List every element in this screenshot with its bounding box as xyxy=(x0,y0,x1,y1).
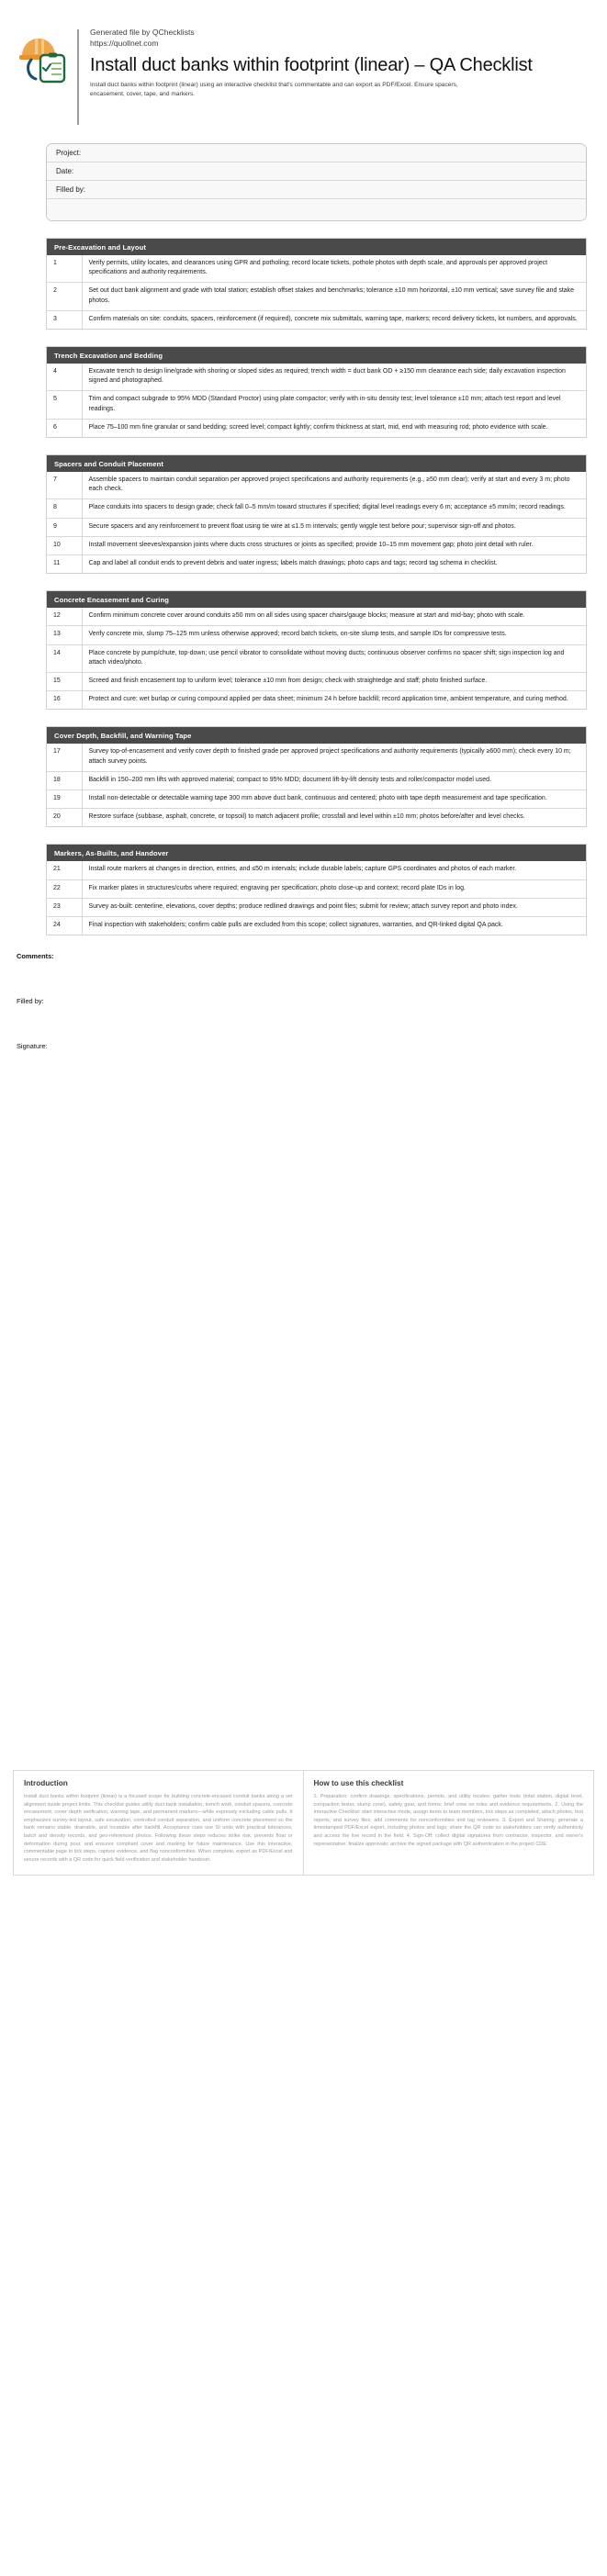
item-text: Screed and finish encasement top to uniform level; tolerance ±10 mm from design; check with straightedge and staff; photo finished surface. xyxy=(82,673,586,691)
checklist-sections xyxy=(0,238,607,935)
item-text: Place 75–100 mm fine granular or sand bedding; screed level; compact lightly; confirm thickness at start, mid, end with measuring rod; photo evidence with scale. xyxy=(82,419,586,437)
generated-by-label: Generated file by QChecklists xyxy=(90,28,195,37)
item-text: Confirm minimum concrete cover around conduits ≥50 mm on all sides using spacer chairs/gauge blocks; measure at start and mid-bay; photo with scale. xyxy=(88,612,525,620)
checklist-section xyxy=(46,238,587,330)
item-number: 15 xyxy=(47,673,82,691)
table-row[interactable] xyxy=(47,673,586,691)
table-row[interactable] xyxy=(47,391,586,419)
item-text: Set out duct bank alignment and grade with total station; establish offset stakes and benchmarks; tolerance ±10 mm horizontal, ±10 mm vertical; save survey file and stake photos. xyxy=(82,283,586,310)
item-text: Assemble spacers to maintain conduit separation per approved project specifications and authority requirements (e.g., ≥50 mm clear); verify at start and every 3 m; photo each check. xyxy=(88,476,570,493)
table-row[interactable] xyxy=(47,644,586,672)
item-text: Protect and cure: wet burlap or curing compound applied per data sheet; minimum 24 h before backfill; record application time, ambient temperature, and curing method. xyxy=(82,691,586,710)
source-url: https://quollnet.com xyxy=(90,38,159,48)
date-field[interactable]: Date: xyxy=(47,162,586,181)
item-number: 1 xyxy=(47,255,82,283)
checklist-table xyxy=(47,608,586,709)
item-number: 14 xyxy=(47,644,82,672)
item-number: 24 xyxy=(47,917,82,935)
hardhat-clipboard-icon xyxy=(17,31,73,88)
item-text: Verify concrete mix, slump 75–125 mm unless otherwise approved; record batch tickets, on-site slump tests, and sample IDs for compressive tests. xyxy=(82,626,586,644)
item-text: Install route markers at changes in direction, entries, and ≤50 m intervals; include durable labels; capture GPS coordinates and photos of each marker. xyxy=(88,866,517,873)
introduction-panel xyxy=(14,1771,304,1875)
table-row[interactable] xyxy=(47,472,586,499)
section-header: Cover Depth, Backfill, and Warning Tape xyxy=(47,727,586,744)
how-to-use-title: How to use this checklist xyxy=(313,1779,404,1787)
page-subtitle: Install duct banks within footprint (linear) using an interactive checklist that's commentable and can export as PDF/Excel. Ensure spacers, encasement, cover, tape, and markers. xyxy=(90,82,458,97)
checklist-section xyxy=(46,844,587,935)
project-info-box xyxy=(46,143,587,221)
qchecklists-logo xyxy=(17,31,73,88)
table-row[interactable] xyxy=(47,771,586,790)
table-row[interactable] xyxy=(47,499,586,518)
table-row[interactable] xyxy=(47,691,586,710)
table-row[interactable] xyxy=(47,536,586,554)
table-row[interactable] xyxy=(47,917,586,935)
checklist-table xyxy=(47,472,586,573)
item-number: 2 xyxy=(47,283,82,310)
item-text: Final inspection with stakeholders; confirm cable pulls are excluded from this scope; collect signatures, warranties, and QR-linked digital QA pack. xyxy=(82,917,586,935)
item-number: 10 xyxy=(47,536,82,554)
item-text: Confirm materials on site: conduits, spacers, reinforcement (if required), concrete mix submittals, warning tape, markers; record delivery tickets, lot numbers, and approvals. xyxy=(82,310,586,329)
comments-label: Comments: xyxy=(17,952,54,961)
checklist-section xyxy=(46,454,587,574)
item-text: Survey top-of-encasement and verify cover depth to finished grade per approved project specifications and authority requirements (typically ≥600 mm); check every 10 m; attach survey points. xyxy=(88,748,571,765)
table-row[interactable] xyxy=(47,809,586,827)
how-to-use-body: 1. Preparation: confirm drawings, specifications, permits, and utility locates; gather tools (total station, digital level, compaction tester, slump cone), safety gear, and forms; brief crew on roles and evidence requirements. 2. Using the Interactive Checklist: start interactive mode, assign items to team members, tick steps as completed, attach photos, test reports, and survey files; add comments for nonconformities and tag reviewers. 3. Export and Sharing: generate a timestamped PDF/Excel export, including photos and logs; share the QR code so stakeholders can verify authenticity and access the live record in the field. 4. Sign-Off: collect digital signatures from contractor, inspector, and owner's representative; finalize approvals; archive the signed package with QR authentication in the project CDE. xyxy=(313,1794,583,1847)
item-text: Place concrete by pump/chute, top-down; use pencil vibrator to consolidate without moving ducts; continuous observer confirms no spacer shift; sign inspection log and attach video/photo. xyxy=(82,644,586,672)
checklist-section xyxy=(46,726,587,827)
item-number: 5 xyxy=(47,391,82,419)
item-text: Cap and label all conduit ends to prevent debris and water ingress; labels match drawings; photo caps and tags; record tag schema in checklist. xyxy=(82,555,586,574)
section-header: Markers, As-Builts, and Handover xyxy=(47,845,586,861)
checklist-table xyxy=(47,255,586,329)
item-number: 13 xyxy=(47,626,82,644)
item-number: 12 xyxy=(47,608,82,626)
item-text: Place conduits into spacers to design grade; check fall 0–5 mm/m toward structures if specified; digital level readings every 6 m; acceptance ±5 mm/m; record readings. xyxy=(82,499,586,518)
how-to-use-panel xyxy=(304,1771,594,1875)
item-text: Install non-detectable or detectable warning tape 300 mm above duct bank, continuous and centered; photo with tape depth measurement and tape specification. xyxy=(82,790,586,809)
item-number: 8 xyxy=(47,499,82,518)
section-header: Trench Excavation and Bedding xyxy=(47,347,586,364)
table-row[interactable] xyxy=(47,879,586,898)
item-number: 7 xyxy=(47,472,82,499)
document-header xyxy=(0,0,607,130)
footer-fields xyxy=(17,952,587,1050)
table-row[interactable] xyxy=(47,608,586,626)
item-text: Trim and compact subgrade to 95% MDD (Standard Proctor) using plate compactor; verify with in-situ density test; level tolerance ±10 mm; attach test report and level readings. xyxy=(82,391,586,419)
item-text: Backfill in 150–200 mm lifts with approved material; compact to 95% MDD; document lift-by-lift density tests and roller/compactor model used. xyxy=(82,771,586,790)
checklist-section xyxy=(46,346,587,438)
table-row[interactable] xyxy=(47,283,586,310)
checklist-section xyxy=(46,590,587,710)
item-number: 9 xyxy=(47,518,82,536)
filled-by-field[interactable]: Filled by: xyxy=(47,181,586,199)
checklist-table xyxy=(47,861,586,935)
item-text: Restore surface (subbase, asphalt, concrete, or topsoil) to match adjacent profile; crossfall and level within ±10 mm; photos before/after and level checks. xyxy=(82,809,586,827)
item-text: Secure spacers and any reinforcement to prevent float using tie wire at ≤1.5 m intervals; gently wiggle test before pour; supervisor sign-off and photos. xyxy=(82,518,586,536)
item-number: 18 xyxy=(47,771,82,790)
table-row[interactable] xyxy=(47,364,586,391)
item-number: 22 xyxy=(47,879,82,898)
table-row[interactable] xyxy=(47,790,586,809)
table-row[interactable] xyxy=(47,310,586,329)
table-row[interactable] xyxy=(47,861,586,879)
item-number: 11 xyxy=(47,555,82,574)
section-header: Spacers and Conduit Placement xyxy=(47,455,586,472)
item-number: 4 xyxy=(47,364,82,391)
table-row[interactable] xyxy=(47,744,586,771)
table-row[interactable] xyxy=(47,555,586,574)
signature-label[interactable]: Signature: xyxy=(17,1042,48,1051)
item-number: 23 xyxy=(47,898,82,916)
table-row[interactable] xyxy=(47,898,586,916)
item-number: 19 xyxy=(47,790,82,809)
section-header: Pre-Excavation and Layout xyxy=(47,239,586,255)
table-row[interactable] xyxy=(47,419,586,437)
checklist-table xyxy=(47,744,586,826)
project-blank-row xyxy=(47,199,586,220)
item-text: Fix marker plates in structures/curbs where required; engraving per specification; photo close-up and context; record plate IDs in log. xyxy=(82,879,586,898)
project-field[interactable]: Project: xyxy=(47,144,586,162)
section-header: Concrete Encasement and Curing xyxy=(47,591,586,608)
item-number: 17 xyxy=(47,744,82,771)
item-number: 3 xyxy=(47,310,82,329)
header-divider xyxy=(77,29,79,125)
info-panels xyxy=(13,1770,594,1876)
item-text: Excavate trench to design line/grade with shoring or sloped sides as required; trench width = duct bank OD + ≥150 mm clearance each side; daily excavation inspection signed and photographed. xyxy=(88,368,566,385)
table-row[interactable] xyxy=(47,626,586,644)
item-number: 20 xyxy=(47,809,82,827)
item-number: 16 xyxy=(47,691,82,710)
introduction-title: Introduction xyxy=(24,1779,68,1787)
page-title: Install duct banks within footprint (linear) – QA Checklist xyxy=(90,55,533,75)
item-number: 21 xyxy=(47,861,82,879)
item-text: Install movement sleeves/expansion joints where ducts cross structures or joints as specified; provide 10–15 mm movement gap; photo joint detail with ruler. xyxy=(82,536,586,554)
introduction-body: Install duct banks within footprint (linear) is a focused scope for building concrete-encased conduit banks along a set alignment inside project limits. This checklist guides utility duct bank installation, trench work, conduit spacers, concrete encasement, cover depth verification, warning tape, and permanent markers—while expressly excluding cable pulls. It emphasizes survey-led layout, safe excavation, controlled conduit separation, and uniform concrete placement so the bank remains stable, drainable, and locatable after backfill. Acceptance cues use SI units with practical tolerances, batch and density records, and geo-referenced photos. Following these steps reduces strike risk, prevents float or deformation during pour, and ensures compliant cover and marking for future maintenance. Use this interactive, commentable page to tick steps, capture evidence, and flag nonconformities. When complete, export as PDF/Excel and secure records with a QR code for quick field verification and stakeholder handover. xyxy=(24,1794,293,1863)
item-text: Survey as-built: centerline, elevations, cover depths; produce redlined drawings and point files; submit for review; attach survey report and photo index. xyxy=(82,898,586,916)
item-number: 6 xyxy=(47,419,82,437)
table-row[interactable] xyxy=(47,518,586,536)
filled-by-label[interactable]: Filled by: xyxy=(17,997,44,1006)
checklist-table xyxy=(47,364,586,437)
item-text: Verify permits, utility locates, and clearances using GPR and potholing; record locate tickets, pothole photos with depth scale, and approvals per approved project specifications and authority requirements. xyxy=(88,260,548,276)
table-row[interactable] xyxy=(47,255,586,283)
